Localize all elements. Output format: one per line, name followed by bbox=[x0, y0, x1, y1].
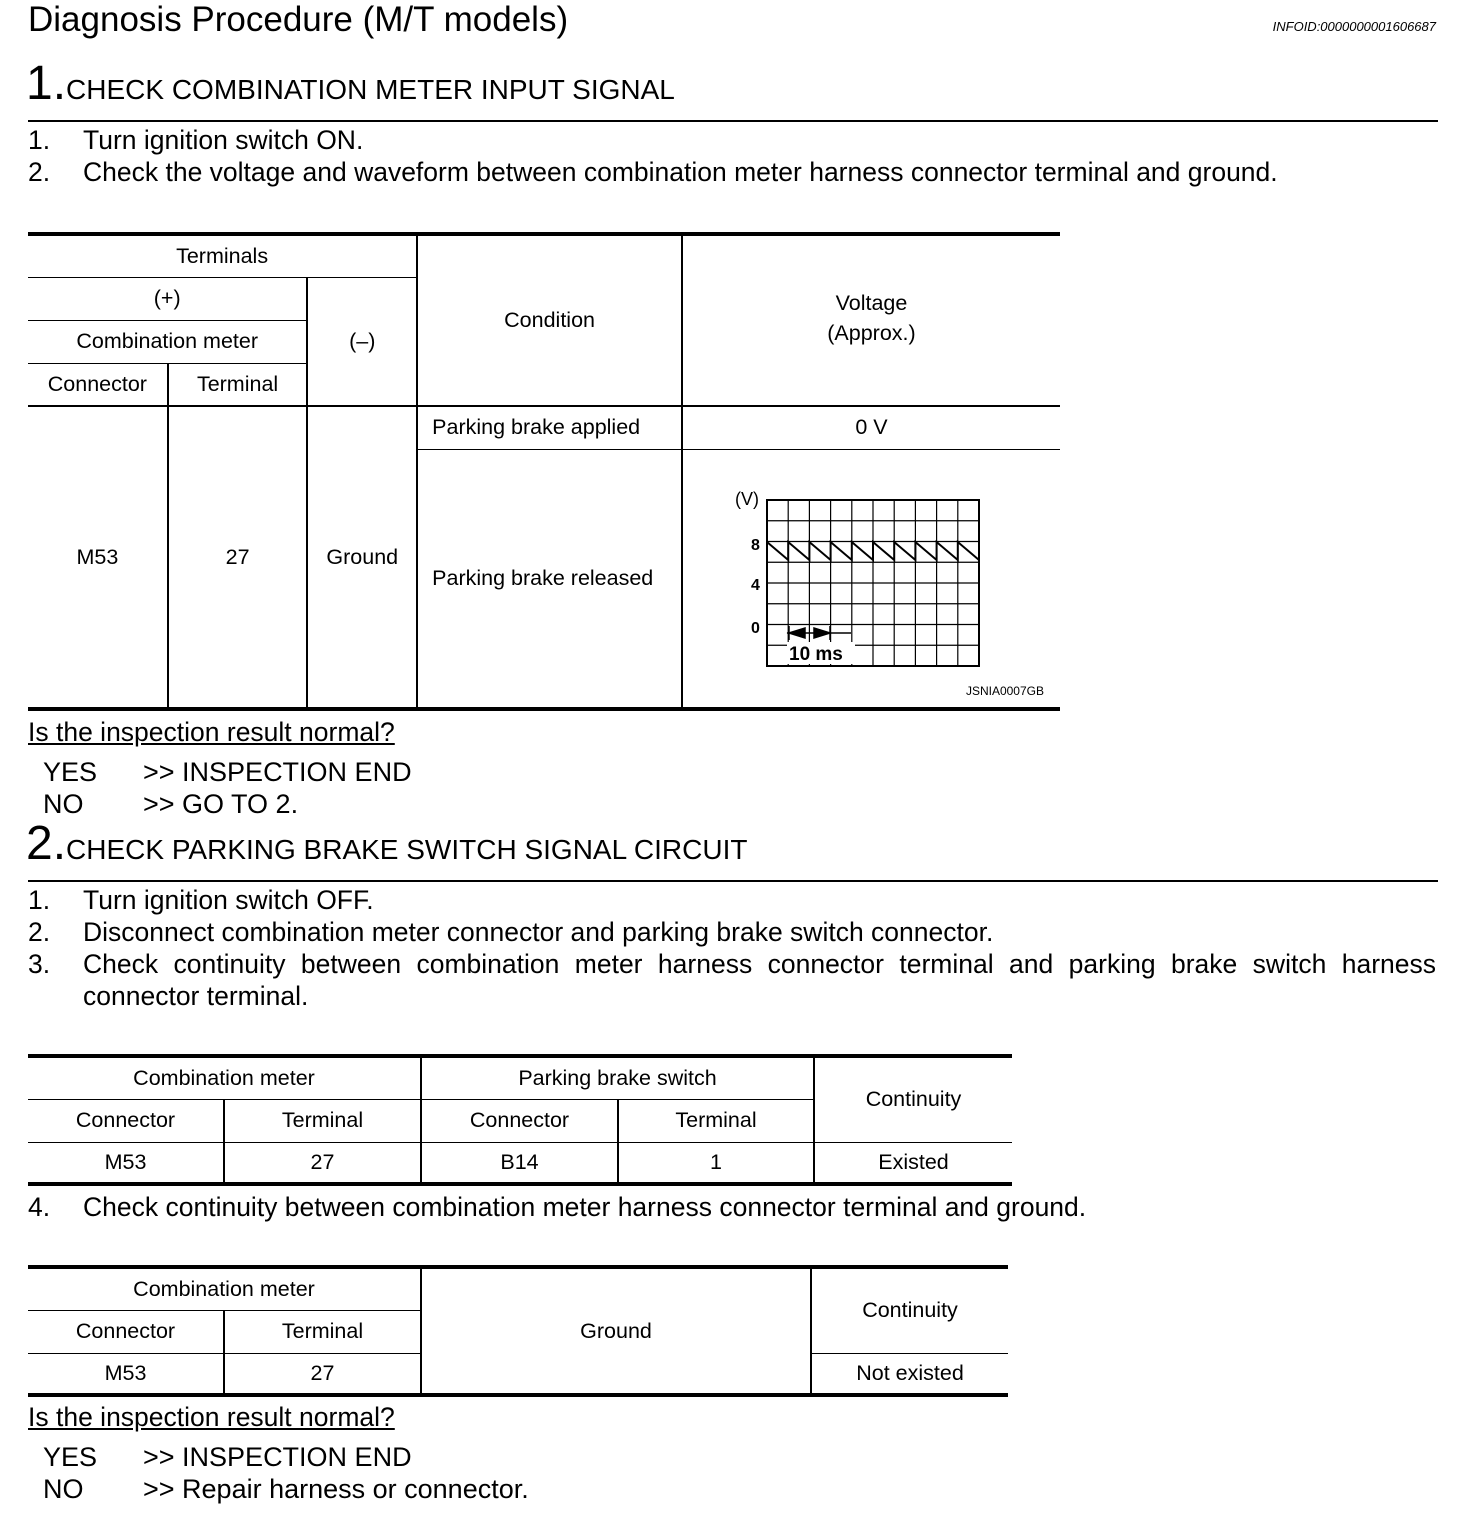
waveform-y-label-8: 8 bbox=[750, 537, 760, 555]
header-combination-meter: Combination meter bbox=[28, 1267, 421, 1310]
header-terminal: Terminal bbox=[224, 1099, 421, 1142]
info-id: INFOID:0000000001606687 bbox=[1272, 19, 1436, 34]
header-connector: Connector bbox=[28, 1310, 224, 1353]
cell-cm-terminal: 27 bbox=[224, 1142, 421, 1184]
waveform-figure bbox=[683, 450, 1060, 706]
step-2-number: 2. bbox=[26, 817, 67, 870]
step-1-number: 1. bbox=[26, 57, 67, 110]
cell-condition-released: Parking brake released bbox=[417, 449, 682, 709]
waveform-grid bbox=[767, 500, 979, 666]
answer-text: >> Repair harness or connector. bbox=[143, 1474, 529, 1504]
step-2-divider bbox=[28, 880, 1438, 882]
answer-key: NO bbox=[43, 1474, 84, 1504]
cell-connector: M53 bbox=[28, 406, 168, 709]
header-combination-meter: Combination meter bbox=[28, 1056, 421, 1099]
header-voltage: Voltage (Approx.) bbox=[682, 234, 1060, 406]
step-2-item bbox=[28, 1191, 1086, 1223]
header-minus: (–) bbox=[307, 277, 417, 406]
cell-pb-connector: B14 bbox=[421, 1142, 618, 1184]
cell-continuity: Existed bbox=[814, 1142, 1012, 1184]
waveform-y-label-4: 4 bbox=[750, 577, 760, 595]
header-connector: Connector bbox=[28, 1099, 224, 1142]
header-terminals: Terminals bbox=[28, 234, 417, 277]
header-terminal: Terminal bbox=[618, 1099, 814, 1142]
header-parking-brake-switch: Parking brake switch bbox=[421, 1056, 814, 1099]
answer-text: >> INSPECTION END bbox=[143, 1442, 412, 1472]
item-text: Disconnect combination meter connector and parking brake switch connector. bbox=[83, 917, 994, 947]
cell-condition-applied: Parking brake applied bbox=[417, 406, 682, 449]
continuity-table-switch bbox=[28, 1054, 1012, 1186]
item-number: 3. bbox=[28, 949, 51, 979]
waveform-y-label-0: 0 bbox=[750, 620, 760, 638]
cell-waveform bbox=[682, 449, 1060, 709]
terminal-voltage-table bbox=[28, 232, 1060, 711]
answer-key: YES bbox=[43, 757, 98, 787]
cell-connector: M53 bbox=[28, 1353, 224, 1395]
item-number: 2. bbox=[28, 157, 51, 187]
waveform-time-label: 10 ms bbox=[788, 644, 843, 666]
item-text: Turn ignition switch ON. bbox=[83, 125, 364, 155]
inspection-question-2: Is the inspection result normal? bbox=[28, 1402, 395, 1432]
cell-voltage-applied: 0 V bbox=[682, 406, 1060, 449]
step-2-item bbox=[28, 916, 993, 948]
step-1-item bbox=[28, 156, 1278, 188]
answer-yes-2 bbox=[43, 1441, 412, 1473]
step-1-item bbox=[28, 124, 363, 156]
waveform-y-unit: (V) bbox=[734, 489, 759, 510]
time-marker bbox=[787, 626, 851, 640]
header-connector: Connector bbox=[28, 363, 168, 406]
answer-yes-1 bbox=[43, 756, 412, 788]
step-2-title: CHECK PARKING BRAKE SWITCH SIGNAL CIRCUIT bbox=[66, 834, 748, 865]
header-combination-meter: Combination meter bbox=[28, 320, 307, 363]
step-1-divider bbox=[28, 120, 1438, 122]
answer-no-2 bbox=[43, 1473, 529, 1505]
cell-terminal: 27 bbox=[168, 406, 308, 709]
header-condition: Condition bbox=[417, 234, 682, 406]
continuity-table-ground bbox=[28, 1265, 1008, 1397]
header-connector: Connector bbox=[421, 1099, 618, 1142]
answer-no-1 bbox=[43, 788, 298, 820]
step-1-title: CHECK COMBINATION METER INPUT SIGNAL bbox=[66, 74, 675, 105]
waveform-trace bbox=[767, 542, 979, 560]
answer-key: YES bbox=[43, 1442, 98, 1472]
item-number: 1. bbox=[28, 125, 51, 155]
cell-continuity: Not existed bbox=[811, 1353, 1008, 1395]
cell-pb-terminal: 1 bbox=[618, 1142, 814, 1184]
item-text: Check continuity between combination meter harness connector terminal and parking brake switch harness connector terminal. bbox=[83, 949, 1436, 1011]
header-terminal: Terminal bbox=[224, 1310, 421, 1353]
item-text: Check the voltage and waveform between combination meter harness connector terminal and ground. bbox=[83, 157, 1278, 187]
answer-text: >> INSPECTION END bbox=[143, 757, 412, 787]
step-2-item bbox=[28, 884, 374, 916]
step-2-heading bbox=[26, 818, 747, 876]
page-title: Diagnosis Procedure (M/T models) bbox=[28, 0, 569, 39]
step-2-item bbox=[28, 948, 1436, 1012]
cell-minus: Ground bbox=[307, 406, 417, 709]
answer-text: >> GO TO 2. bbox=[143, 789, 299, 819]
header-continuity: Continuity bbox=[814, 1056, 1012, 1142]
inspection-question-1: Is the inspection result normal? bbox=[28, 717, 395, 747]
item-text: Turn ignition switch OFF. bbox=[83, 885, 374, 915]
cell-terminal: 27 bbox=[224, 1353, 421, 1395]
item-text: Check continuity between combination meter harness connector terminal and ground. bbox=[83, 1192, 1087, 1222]
item-number: 4. bbox=[28, 1192, 51, 1222]
header-continuity: Continuity bbox=[811, 1267, 1008, 1353]
header-plus: (+) bbox=[28, 277, 307, 320]
header-ground: Ground bbox=[421, 1267, 811, 1395]
answer-key: NO bbox=[43, 789, 84, 819]
cell-cm-connector: M53 bbox=[28, 1142, 224, 1184]
step-1-heading bbox=[26, 58, 675, 116]
header-terminal: Terminal bbox=[168, 363, 308, 406]
figure-id: JSNIA0007GB bbox=[965, 684, 1044, 699]
item-number: 1. bbox=[28, 885, 51, 915]
item-number: 2. bbox=[28, 917, 51, 947]
